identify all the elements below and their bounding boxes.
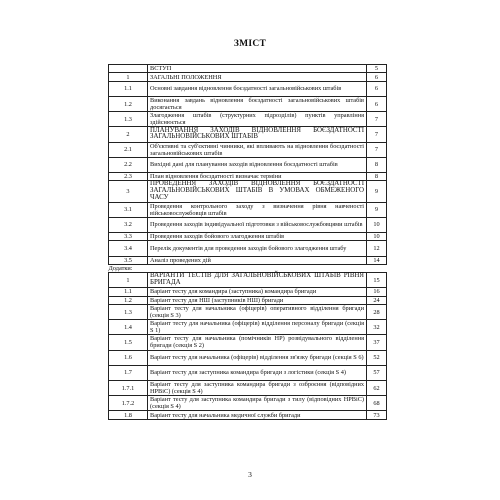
toc-page: 12 bbox=[367, 241, 387, 256]
toc-number: 3.4 bbox=[109, 241, 148, 256]
toc-row bbox=[109, 365, 387, 380]
toc-title: Вихідні дані для планування заходів відновлення боєздатності штабів bbox=[148, 157, 367, 172]
toc-page: 7 bbox=[367, 142, 387, 157]
toc-number: 3.2 bbox=[109, 217, 148, 232]
toc-number: 2 bbox=[109, 127, 148, 142]
toc-page: 14 bbox=[367, 256, 387, 264]
toc-title: Проведення заходів індивідуальної підготовки з військовослужбовцями штабів bbox=[148, 217, 367, 232]
toc-number: 1.1 bbox=[109, 288, 148, 296]
toc-number: 1 bbox=[109, 73, 148, 81]
toc-page: 28 bbox=[367, 305, 387, 320]
toc-title: Злагодження штабів (структурних підрозділів) пунктів управління здійснюється bbox=[148, 112, 367, 127]
toc-row bbox=[109, 288, 387, 296]
toc-number: 1.5 bbox=[109, 335, 148, 350]
toc-title: Виконання завдань відновлення боєздатності загальновійськових штабів досягається bbox=[148, 96, 367, 111]
toc-title: ПЛАНУВАННЯ ЗАХОДІВ ВІДНОВЛЕННЯ БОЄЗДАТНОСТІ ЗАГАЛЬНОВІЙСЬКОВИХ ШТАБІВ bbox=[148, 127, 367, 142]
table-of-contents bbox=[108, 64, 387, 420]
toc-page: 8 bbox=[367, 157, 387, 172]
toc-number: 1.3 bbox=[109, 112, 148, 127]
toc-number: 3.5 bbox=[109, 256, 148, 264]
toc-title: Основні завдання відновлення боєздатності загальновійськових штабів bbox=[148, 81, 367, 96]
toc-page: 57 bbox=[367, 365, 387, 380]
toc-page: 7 bbox=[367, 112, 387, 127]
toc-page: 32 bbox=[367, 320, 387, 335]
toc-number: 2.2 bbox=[109, 157, 148, 172]
toc-page: 73 bbox=[367, 411, 387, 419]
toc-row bbox=[109, 202, 387, 217]
toc-page: 6 bbox=[367, 81, 387, 96]
toc-appendix-label: Додатки: bbox=[109, 265, 387, 273]
toc-page: 8 bbox=[367, 172, 387, 180]
toc-title: Варіант тесту для НШ (заступників НШ) бригади bbox=[148, 296, 367, 304]
toc-page: 9 bbox=[367, 202, 387, 217]
toc-page: 5 bbox=[367, 65, 387, 73]
toc-page: 52 bbox=[367, 350, 387, 365]
toc-row bbox=[109, 233, 387, 241]
toc-row bbox=[109, 96, 387, 111]
toc-row bbox=[109, 241, 387, 256]
toc-number: 1.3 bbox=[109, 305, 148, 320]
toc-title: ЗАГАЛЬНІ ПОЛОЖЕННЯ bbox=[148, 73, 367, 81]
toc-number: 3.1 bbox=[109, 202, 148, 217]
toc-number: 1.8 bbox=[109, 411, 148, 419]
toc-number: 2.1 bbox=[109, 142, 148, 157]
toc-title: Варіант тесту для заступника командира бригади з тилу (відповідних НРВіС) (секція S 4) bbox=[148, 396, 367, 411]
toc-row bbox=[109, 411, 387, 419]
toc-page: 10 bbox=[367, 233, 387, 241]
toc-title: Проведення заходів бойового злагодження штабів bbox=[148, 233, 367, 241]
toc-number: 1.1 bbox=[109, 81, 148, 96]
toc-page: 37 bbox=[367, 335, 387, 350]
toc-page: 6 bbox=[367, 73, 387, 81]
toc-row bbox=[109, 273, 387, 288]
toc-number: 1 bbox=[109, 273, 148, 288]
toc-page: 10 bbox=[367, 217, 387, 232]
toc-row bbox=[109, 256, 387, 264]
toc-row bbox=[109, 217, 387, 232]
toc-page: 15 bbox=[367, 273, 387, 288]
toc-row bbox=[109, 396, 387, 411]
toc-number bbox=[109, 65, 148, 73]
toc-row bbox=[109, 181, 387, 202]
toc-page: 24 bbox=[367, 296, 387, 304]
toc-number: 1.7.1 bbox=[109, 380, 148, 395]
toc-page: 7 bbox=[367, 127, 387, 142]
toc-row bbox=[109, 73, 387, 81]
toc-number: 2.3 bbox=[109, 172, 148, 180]
toc-number: 1.6 bbox=[109, 350, 148, 365]
toc-number: 1.7 bbox=[109, 365, 148, 380]
toc-title: Аналіз проведених дій bbox=[148, 256, 367, 264]
page-number: 3 bbox=[248, 470, 252, 479]
toc-title: ВАРІАНТИ ТЕСТІВ ДЛЯ ЗАГАЛЬНОВІЙСЬКОВИХ ШТАБІВ РІВНЯ БРИГАДА bbox=[148, 273, 367, 288]
toc-row bbox=[109, 127, 387, 142]
toc-row bbox=[109, 335, 387, 350]
toc-title: ВСТУП bbox=[148, 65, 367, 73]
toc-page: 62 bbox=[367, 380, 387, 395]
toc-page: 9 bbox=[367, 181, 387, 202]
toc-row bbox=[109, 81, 387, 96]
toc-title: Варіант тесту для командира (заступника) командира бригади bbox=[148, 288, 367, 296]
toc-number: 3.3 bbox=[109, 233, 148, 241]
toc-title: Варіант тесту для начальника (офіцерів) оперативного відділення бригади (секція S 3) bbox=[148, 305, 367, 320]
toc-number: 1.4 bbox=[109, 320, 148, 335]
toc-row bbox=[109, 112, 387, 127]
toc-title: Перелік документів для проведення заходів бойового злагодження штабу bbox=[148, 241, 367, 256]
toc-page: 68 bbox=[367, 396, 387, 411]
toc-row bbox=[109, 350, 387, 365]
toc-title: Проведення контрольного заходу з визначення рівня навченості військовослужбовців штабів bbox=[148, 202, 367, 217]
toc-row bbox=[109, 320, 387, 335]
toc-row bbox=[109, 296, 387, 304]
toc-title: ПРОВЕДЕННЯ ЗАХОДІВ ВІДНОВЛЕННЯ БОЄЗДАТНОСТІ ЗАГАЛЬНОВІЙСЬКОВИХ ШТАБІВ В УМОВАХ ОБМЕЖЕНОГО ЧАСУ bbox=[148, 181, 367, 202]
toc-title: Варіант тесту для заступника командира бригади з логістики (секція S 4) bbox=[148, 365, 367, 380]
toc-row bbox=[109, 142, 387, 157]
toc-row bbox=[109, 65, 387, 73]
toc-page: 16 bbox=[367, 288, 387, 296]
toc-title: Об'єктивні та суб'єктивні чинники, які впливають на відновлення боєздатності загальновійськових штабів bbox=[148, 142, 367, 157]
toc-title: Варіант тесту для заступника командира бригади з озброєння (відповідних НРВіС) (секція S 4) bbox=[148, 380, 367, 395]
toc-number: 3 bbox=[109, 181, 148, 202]
toc-number: 1.7.2 bbox=[109, 396, 148, 411]
toc-title: Варіант тесту для начальника (офіцерів) відділення зв'язку бригади (секція S 6) bbox=[148, 350, 367, 365]
toc-page: 6 bbox=[367, 96, 387, 111]
toc-title: Варіант тесту для начальника (помічників НР) розвідувального відділення бригади (секція S 2) bbox=[148, 335, 367, 350]
toc-row bbox=[109, 380, 387, 395]
toc-number: 1.2 bbox=[109, 296, 148, 304]
toc-title: Варіант тесту для начальника (офіцерів) відділення персоналу бригади (секція S 1) bbox=[148, 320, 367, 335]
toc-title: Варіант тесту для начальника медичної служби бригади bbox=[148, 411, 367, 419]
toc-row bbox=[109, 157, 387, 172]
toc-row bbox=[109, 305, 387, 320]
toc-title: План відновлення боєздатності визначає терміни bbox=[148, 172, 367, 180]
toc-number: 1.2 bbox=[109, 96, 148, 111]
document-title: ЗМІСТ bbox=[233, 39, 267, 49]
